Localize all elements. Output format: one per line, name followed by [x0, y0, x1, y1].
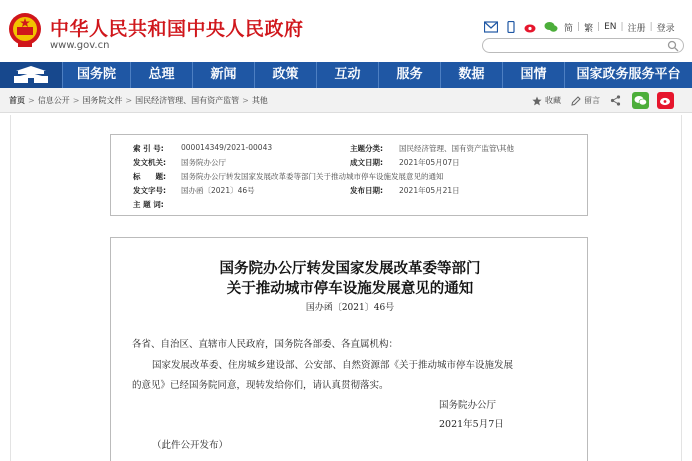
meta-row — [111, 143, 589, 155]
document-date: 2021年5月7日 — [439, 419, 504, 430]
document-title-line2: 关于推动城市停车设施发展意见的通知 — [226, 280, 474, 297]
site-url: www.gov.cn — [50, 40, 110, 51]
meta-row — [111, 199, 589, 211]
share-button[interactable] — [610, 95, 624, 106]
divider: | — [620, 22, 624, 32]
breadcrumb-economy[interactable]: 国民经济管理、国有资产监管 — [135, 96, 240, 105]
weibo-share-button[interactable] — [657, 92, 674, 109]
document-note: （此件公开发布） — [152, 440, 229, 451]
mail-icon[interactable] — [484, 21, 498, 33]
divider: | — [577, 22, 581, 32]
link-simplified[interactable]: 简 — [564, 23, 574, 34]
document-title-line1: 国务院办公厅转发国家发展改革委等部门 — [219, 260, 481, 277]
comment-label: 留言 — [584, 96, 600, 105]
tiananmen-icon — [0, 62, 62, 88]
nav-item-gov-service-platform[interactable]: 国家政务服务平台 — [564, 62, 692, 88]
chevron-right-icon: > — [125, 96, 133, 105]
meta-created-value: 2021年05月07日 — [399, 158, 460, 167]
document-number: 国办函〔2021〕46号 — [305, 303, 395, 313]
top-links — [484, 18, 675, 36]
pencil-icon — [571, 96, 581, 106]
share-icon — [610, 95, 621, 106]
breadcrumb-bar — [0, 88, 692, 113]
divider: | — [649, 22, 653, 32]
star-icon — [532, 96, 542, 106]
nav-item-premier[interactable]: 总理 — [130, 62, 192, 88]
document-salutation: 各省、自治区、直辖市人民政府，国务院各部委、各直属机构： — [132, 339, 399, 350]
meta-published-label: 发布日期: — [350, 186, 383, 195]
breadcrumb-home[interactable]: 首页 — [9, 96, 25, 105]
chevron-right-icon: > — [242, 96, 249, 105]
wechat-icon — [634, 95, 647, 106]
site-title[interactable]: 中华人民共和国中央人民政府 — [50, 18, 304, 40]
meta-title-value: 国务院办公厅转发国家发展改革委等部门关于推动城市停车设施发展意见的通知 — [181, 172, 444, 181]
breadcrumb — [9, 95, 268, 106]
meta-issuer-label: 发文机关: — [133, 158, 166, 167]
collect-button[interactable] — [532, 95, 561, 106]
meta-issuer-value: 国务院办公厅 — [181, 158, 226, 167]
meta-subject-label: 主 题 词: — [133, 200, 164, 209]
link-login[interactable]: 登录 — [656, 23, 675, 34]
weibo-icon[interactable] — [524, 21, 538, 33]
site-header — [0, 0, 692, 62]
collect-label: 收藏 — [545, 96, 561, 105]
document-signature: 国务院办公厅 — [439, 400, 497, 411]
document-metadata-table — [110, 134, 588, 216]
wechat-icon[interactable] — [544, 21, 558, 33]
link-register[interactable]: 注册 — [627, 23, 646, 34]
nav-item-services[interactable]: 服务 — [378, 62, 440, 88]
mobile-icon[interactable] — [504, 21, 518, 33]
meta-title-label: 标 题: — [133, 172, 166, 181]
breadcrumb-state-council-docs[interactable]: 国务院文件 — [82, 96, 123, 105]
main-nav — [0, 62, 692, 88]
divider: | — [597, 22, 601, 32]
link-english[interactable]: EN — [604, 22, 617, 32]
nav-item-state-council[interactable]: 国务院 — [62, 62, 130, 88]
meta-topic-value: 国民经济管理、国有资产监管\其他 — [399, 144, 515, 153]
national-emblem-icon — [8, 12, 42, 48]
comment-button[interactable] — [571, 95, 600, 106]
weibo-icon — [659, 95, 672, 106]
document-body-line1: 国家发展改革委、住房城乡建设部、公安部、自然资源部《关于推动城市停车设施发展 — [152, 360, 514, 371]
meta-docno-value: 国办函〔2021〕46号 — [181, 186, 255, 195]
document-body — [110, 237, 588, 461]
meta-published-value: 2021年05月21日 — [399, 186, 460, 195]
search-input[interactable] — [482, 38, 684, 53]
nav-item-data[interactable]: 数据 — [440, 62, 502, 88]
link-traditional[interactable]: 繁 — [584, 23, 594, 34]
meta-row — [111, 185, 589, 197]
nav-item-national-profile[interactable]: 国情 — [502, 62, 564, 88]
wechat-share-button[interactable] — [632, 92, 649, 109]
nav-item-policy[interactable]: 政策 — [254, 62, 316, 88]
chevron-right-icon: > — [28, 96, 35, 105]
meta-index-label: 索 引 号: — [133, 144, 164, 153]
meta-docno-label: 发文字号: — [133, 186, 166, 195]
search-icon[interactable] — [667, 40, 679, 52]
meta-row — [111, 171, 589, 183]
meta-topic-label: 主题分类: — [350, 144, 383, 153]
nav-item-interaction[interactable]: 互动 — [316, 62, 378, 88]
document-body-line2: 的意见》已经国务院同意，现转发给你们，请认真贯彻落实。 — [132, 380, 389, 391]
meta-created-label: 成文日期: — [350, 158, 383, 167]
nav-item-news[interactable]: 新闻 — [192, 62, 254, 88]
breadcrumb-other[interactable]: 其他 — [251, 96, 268, 105]
breadcrumb-info-disclosure[interactable]: 信息公开 — [37, 96, 70, 105]
chevron-right-icon: > — [72, 96, 80, 105]
tiananmen-logo[interactable] — [0, 62, 62, 88]
meta-row — [111, 157, 589, 169]
meta-index-value: 000014349/2021-00043 — [181, 143, 273, 152]
page-tools — [522, 92, 674, 109]
